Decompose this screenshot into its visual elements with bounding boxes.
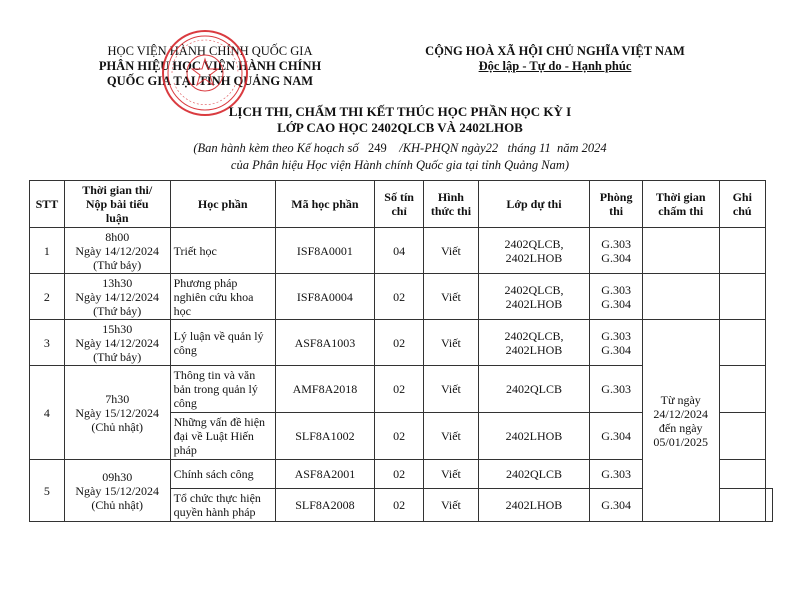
cell-note xyxy=(719,274,766,320)
cell-class: 2402QLCB xyxy=(478,460,590,489)
cell-note xyxy=(719,413,766,460)
year-label: năm 2024 xyxy=(556,141,607,155)
cell-course-code: ISF8A0001 xyxy=(275,228,374,274)
cell-note xyxy=(719,228,766,274)
cell-course-code: ASF8A1003 xyxy=(275,320,374,366)
cell-exam-time: 13h30 Ngày 14/12/2024 (Thứ bảy) xyxy=(64,274,170,320)
cell-credits: 02 xyxy=(375,413,424,460)
cell-course-code: AMF8A2018 xyxy=(275,366,374,413)
header-stt: STT xyxy=(30,181,65,228)
cell-grading-time xyxy=(719,489,766,522)
cell-credits: 02 xyxy=(375,366,424,413)
document-title: LỊCH THI, CHẤM THI KẾT THÚC HỌC PHẦN HỌC KỲ I xyxy=(228,104,572,119)
cell-credits: 04 xyxy=(375,228,424,274)
issuer-line-3: QUỐC GIA TẠI TỈNH QUẢNG NAM xyxy=(106,74,314,88)
cell-grading-time xyxy=(642,228,719,274)
plan-number: 249 xyxy=(367,141,387,155)
cell-room: G.303 xyxy=(590,366,643,413)
issue-day: 22 xyxy=(485,141,499,155)
cell-note xyxy=(766,489,773,522)
cell-course-code: ISF8A0004 xyxy=(275,274,374,320)
cell-class: 2402QLCB xyxy=(478,366,590,413)
national-header xyxy=(400,44,710,74)
header-room: Phòng thi xyxy=(590,181,643,228)
table-header-row xyxy=(30,181,773,228)
table-row xyxy=(30,274,773,320)
cell-credits: 02 xyxy=(375,489,424,522)
cell-room: G.303 G.304 xyxy=(590,274,643,320)
cell-room: G.303 G.304 xyxy=(590,320,643,366)
cell-note xyxy=(719,460,766,489)
cell-note xyxy=(719,320,766,366)
cell-exam-form: Viết xyxy=(424,460,478,489)
document-subtitle: LỚP CAO HỌC 2402QLCB VÀ 2402LHOB xyxy=(277,120,523,135)
cell-room: G.303 xyxy=(590,460,643,489)
cell-course-code: SLF8A1002 xyxy=(275,413,374,460)
cell-grading-period: Từ ngày 24/12/2024 đến ngày 05/01/2025 xyxy=(642,320,719,522)
cell-room: G.303 G.304 xyxy=(590,228,643,274)
cell-exam-time: 7h30 Ngày 15/12/2024 (Chủ nhật) xyxy=(64,366,170,460)
header-credits: Số tín chỉ xyxy=(375,181,424,228)
cell-class: 2402LHOB xyxy=(478,489,590,522)
cell-room: G.304 xyxy=(590,489,643,522)
header-course-code: Mã học phần xyxy=(275,181,374,228)
cell-course-code: ASF8A2001 xyxy=(275,460,374,489)
header-course: Học phần xyxy=(170,181,275,228)
plan-code: /KH-PHQN ngày xyxy=(399,141,486,155)
cell-course: Tổ chức thực hiện quyền hành pháp xyxy=(170,489,275,522)
cell-stt: 5 xyxy=(30,460,65,522)
cell-exam-time: 09h30 Ngày 15/12/2024 (Chủ nhật) xyxy=(64,460,170,522)
cell-exam-form: Viết xyxy=(424,320,478,366)
issuer-line-2: PHÂN HIỆU HỌC VIỆN HÀNH CHÍNH xyxy=(98,59,322,73)
cell-course: Những vấn đề hiện đại về Luật Hiến pháp xyxy=(170,413,275,460)
issuance-note-line-2: của Phân hiệu Học viện Hành chính Quốc gia tại tỉnh Quảng Nam) xyxy=(230,158,570,172)
cell-stt: 2 xyxy=(30,274,65,320)
issuance-prefix: (Ban hành kèm theo Kế hoạch số xyxy=(193,141,359,155)
cell-stt: 3 xyxy=(30,320,65,366)
header-grading-time: Thời gian chấm thi xyxy=(642,181,719,228)
cell-grading-time xyxy=(642,274,719,320)
cell-credits: 02 xyxy=(375,274,424,320)
cell-course-code: SLF8A2008 xyxy=(275,489,374,522)
national-title: CỘNG HOÀ XÃ HỘI CHỦ NGHĨA VIỆT NAM xyxy=(425,44,685,58)
cell-exam-form: Viết xyxy=(424,489,478,522)
national-motto: Độc lập - Tự do - Hạnh phúc xyxy=(478,59,632,73)
cell-exam-form: Viết xyxy=(424,366,478,413)
table-row xyxy=(30,228,773,274)
cell-class: 2402QLCB, 2402LHOB xyxy=(478,228,590,274)
header-note: Ghi chú xyxy=(719,181,766,228)
issue-month: 11 xyxy=(539,141,551,155)
cell-exam-form: Viết xyxy=(424,413,478,460)
cell-course: Lý luận về quản lý công xyxy=(170,320,275,366)
cell-course: Chính sách công xyxy=(170,460,275,489)
cell-exam-form: Viết xyxy=(424,228,478,274)
cell-note xyxy=(719,366,766,413)
cell-exam-time: 15h30 Ngày 14/12/2024 (Thứ bảy) xyxy=(64,320,170,366)
cell-class: 2402QLCB, 2402LHOB xyxy=(478,320,590,366)
cell-exam-form: Viết xyxy=(424,274,478,320)
cell-credits: 02 xyxy=(375,460,424,489)
cell-stt: 1 xyxy=(30,228,65,274)
issuer-line-1: HỌC VIỆN HÀNH CHÍNH QUỐC GIA xyxy=(107,44,313,58)
header-exam-time: Thời gian thi/ Nộp bài tiểu luận xyxy=(64,181,170,228)
cell-stt: 4 xyxy=(30,366,65,460)
cell-room: G.304 xyxy=(590,413,643,460)
cell-course: Thông tin và văn bản trong quản lý công xyxy=(170,366,275,413)
table-row xyxy=(30,320,773,366)
cell-course: Phương pháp nghiên cứu khoa học xyxy=(170,274,275,320)
cell-course: Triết học xyxy=(170,228,275,274)
header-exam-form: Hình thức thi xyxy=(424,181,478,228)
cell-exam-time: 8h00 Ngày 14/12/2024 (Thứ bảy) xyxy=(64,228,170,274)
cell-class: 2402LHOB xyxy=(478,413,590,460)
month-label: tháng xyxy=(507,141,537,155)
cell-class: 2402QLCB, 2402LHOB xyxy=(478,274,590,320)
exam-schedule-table xyxy=(29,180,773,522)
header-class: Lớp dự thi xyxy=(478,181,590,228)
issuance-note xyxy=(0,141,800,156)
cell-credits: 02 xyxy=(375,320,424,366)
